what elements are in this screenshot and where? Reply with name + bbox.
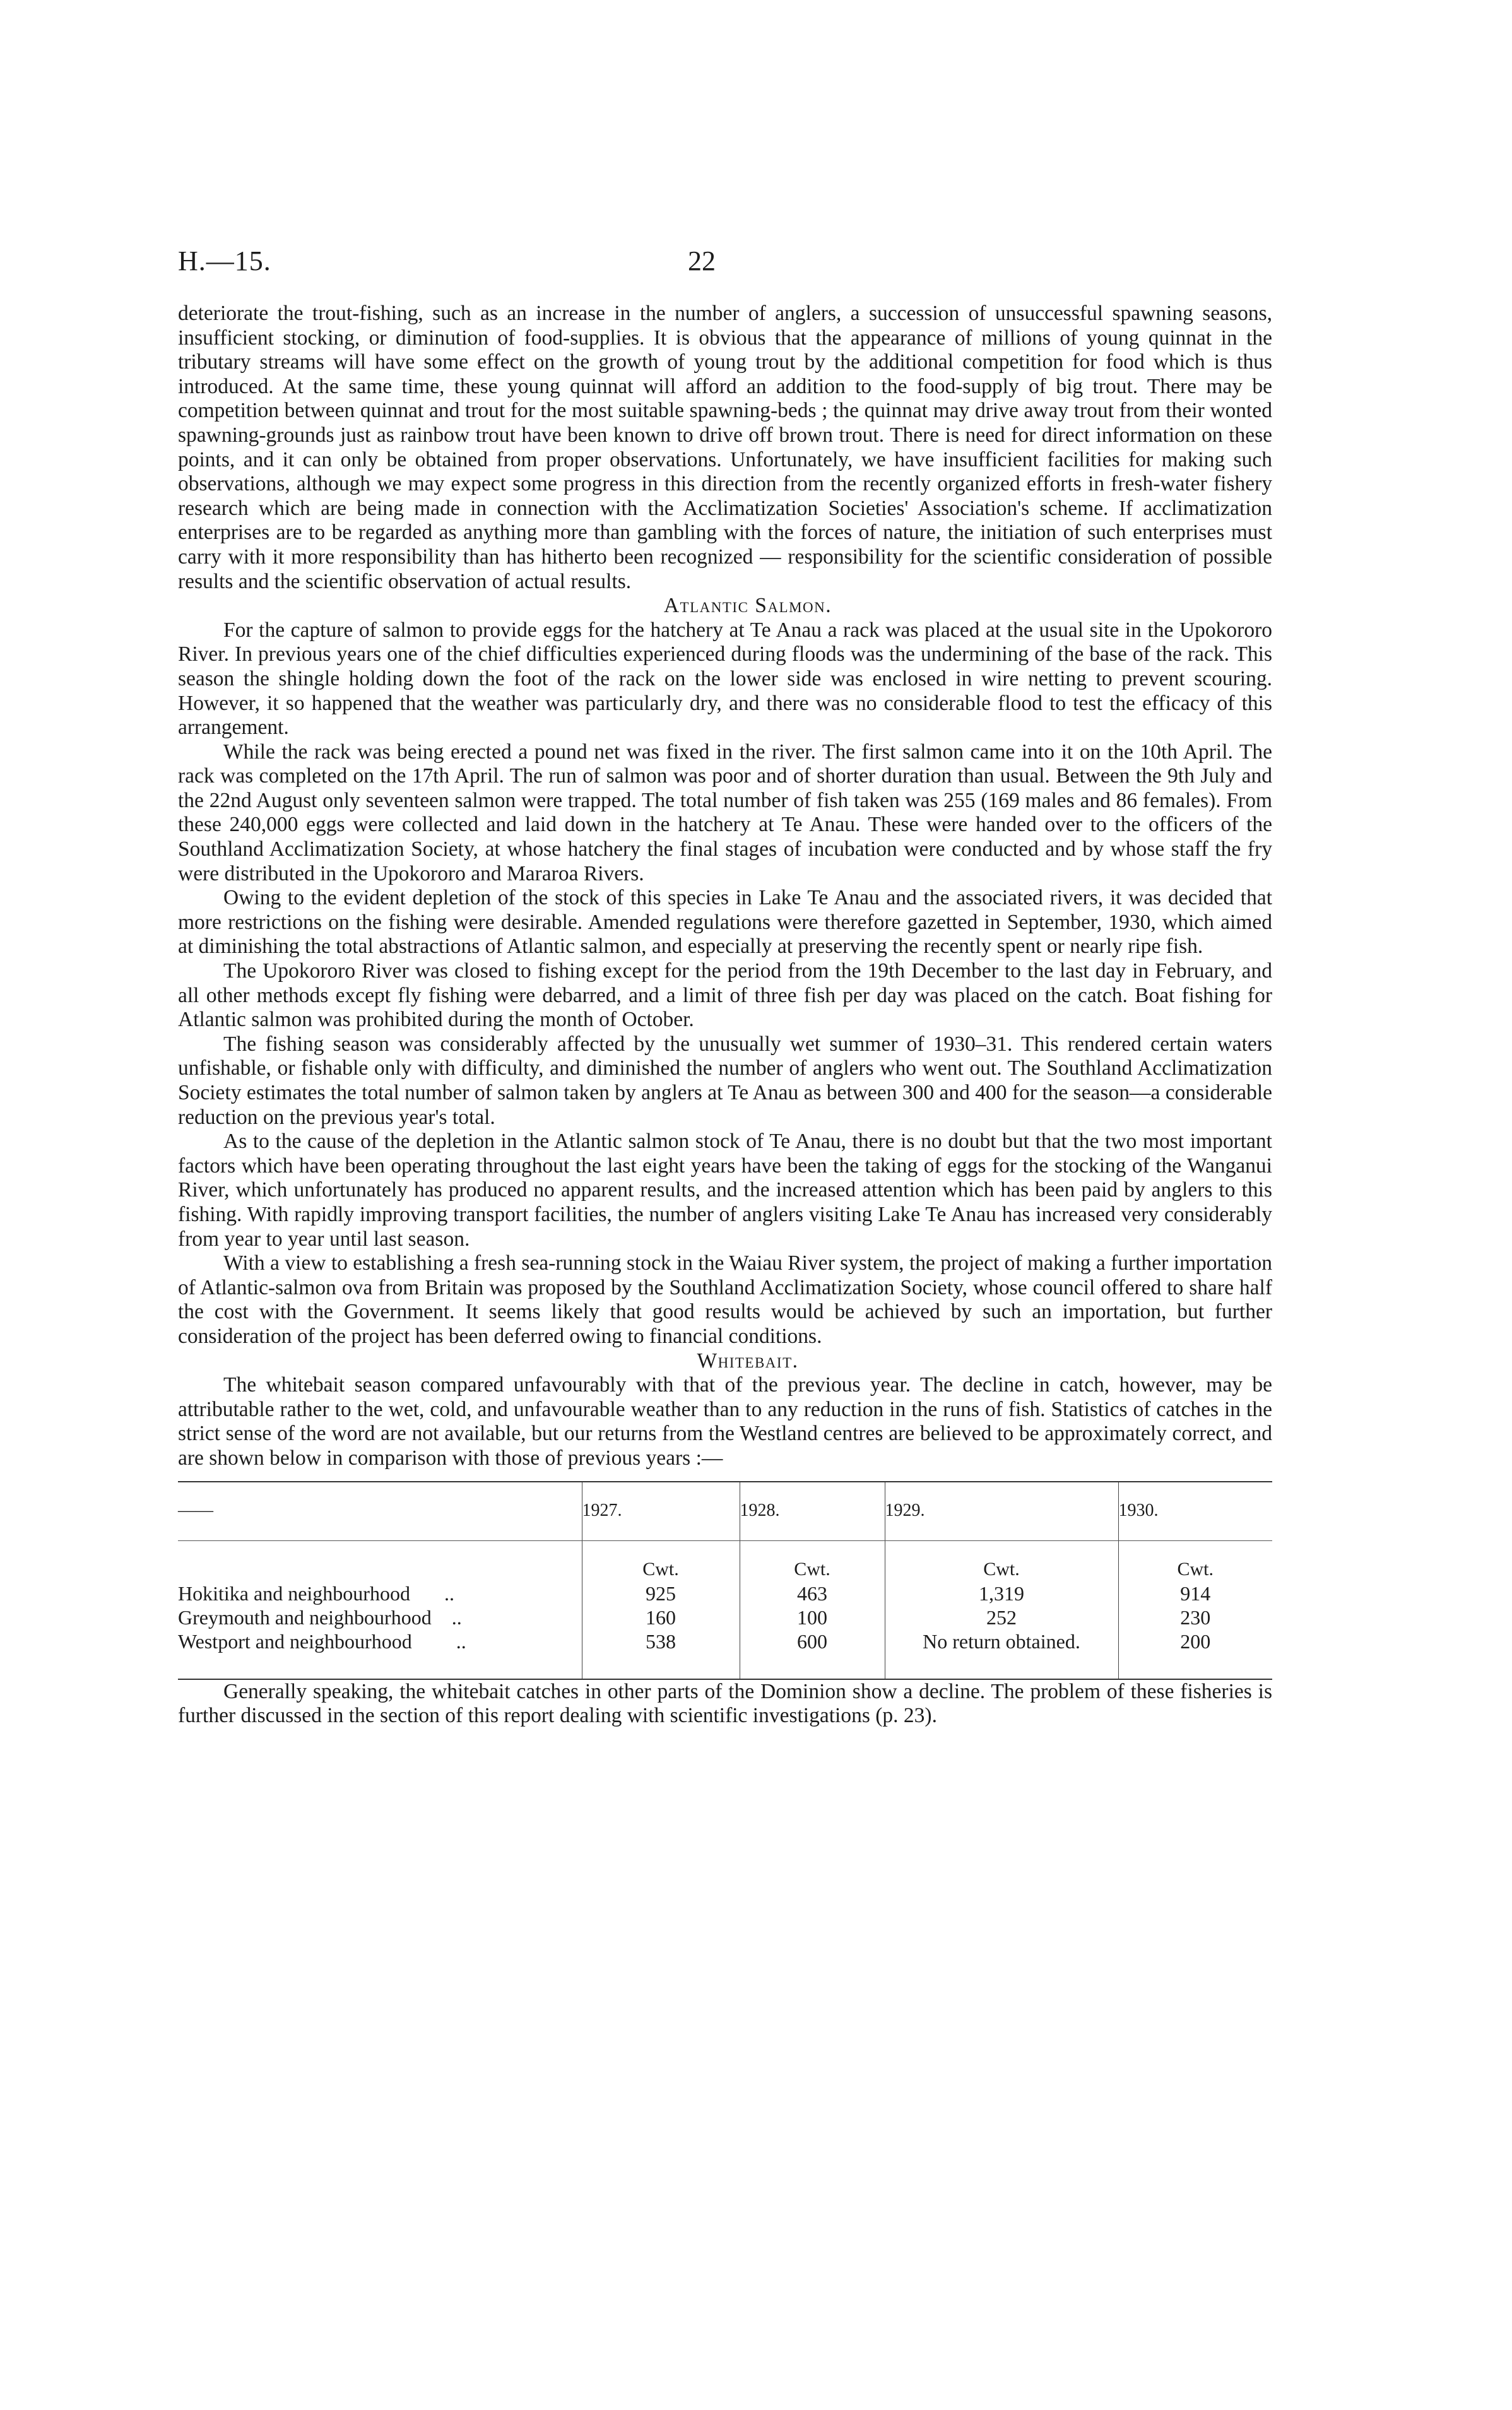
unit-cell: Cwt. [1118, 1557, 1272, 1581]
page-header [178, 245, 1268, 283]
page-number: 22 [688, 245, 716, 276]
salmon-paragraph-5: The fishing season was considerably affected by the unusually wet summer of 1930–31. This rendered certain waters unfishable, or fishable only with difficulty, and diminished the number of anglers who went out. The Southland Acclimatization Society estimates the total number of salmon taken by anglers at Te Anau as between 300 and 400 for the season—a considerable reduction on the previous year's total. [178, 1032, 1272, 1129]
unit-cell: Cwt. [740, 1557, 885, 1581]
salmon-paragraph-2: While the rack was being erected a pound net was fixed in the river. The first salmon came into it on the 10th April. The rack was completed on the 17th April. The run of salmon was poor and of shorter duration than usual. Between the 9th July and the 22nd August only seventeen salmon were trapped. The total number of fish taken was 255 (169 males and 86 females). From these 240,000 eggs were collected and laid down in the hatchery at Te Anau. These were handed over to the officers of the Southland Acclimatization Society, at whose hatchery the final stages of incubation were conducted and by whose staff the fry were distributed in the Upokororo and Mararoa Rivers. [178, 740, 1272, 885]
column-header-1928: 1928. [740, 1482, 885, 1541]
table-row [178, 1629, 1272, 1653]
value-cell: 925 [582, 1581, 740, 1605]
document-reference: H.—15. [178, 245, 271, 276]
table-units-row [178, 1557, 1272, 1581]
district-cell [178, 1629, 582, 1653]
table-row [178, 1581, 1272, 1605]
column-header-1930: 1930. [1118, 1482, 1272, 1541]
district-label: Westport and neighbourhood [178, 1629, 412, 1653]
dot-leader: .. [456, 1629, 466, 1653]
salmon-paragraph-7: With a view to establishing a fresh sea-running stock in the Waiau River system, the project of making a further importation of Atlantic-salmon ova from Britain was proposed by the Southland Acclimatization Society, whose council offered to share half the cost with the Government. It seems likely that good results would be achieved by such an importation, but further consideration of the project has been deferred owing to financial conditions. [178, 1251, 1272, 1348]
dot-leader: .. [444, 1581, 454, 1605]
table-spacer-row [178, 1540, 1272, 1557]
value-cell: 160 [582, 1605, 740, 1629]
salmon-paragraph-4: The Upokororo River was closed to fishing except for the period from the 19th December to the last day in February, and all other methods except fly fishing were debarred, and a limit of three fish per day was placed on the catch. Boat fishing for Atlantic salmon was prohibited during the month of October. [178, 959, 1272, 1032]
value-cell: No return obtained. [885, 1629, 1118, 1653]
district-cell [178, 1581, 582, 1605]
column-header-1929: 1929. [885, 1482, 1118, 1541]
value-cell: 1,319 [885, 1581, 1118, 1605]
intro-paragraph: deteriorate the trout-fishing, such as an increase in the number of anglers, a succession of unsuccessful spawning seasons, insufficient stocking, or diminution of food-supplies. It is obvious that the appearance of millions of young quinnat in the tributary streams will have some effect on the growth of young trout by the additional competition for food which is thus introduced. At the same time, these young quinnat will afford an addition to the food-supply of big trout. There may be competition between quinnat and trout for the most suitable spawning-beds ; the quinnat may drive away trout from their wonted spawning-grounds just as rainbow trout have been known to drive off brown trout. There is need for direct information on these points, and it can only be obtained from proper observations. Unfortunately, we have insufficient facilities for making such observations, although we may expect some progress in this direction from the recently organized efforts in fresh-water fishery research which are being made in connection with the Acclimatization Societies' Association's scheme. If acclimatization enterprises are to be regarded as anything more than gambling with the forces of nature, the initiation of such enterprises must carry with it more responsibility than has hitherto been recognized — responsibility for the scientific consideration of possible results and the scientific observation of actual results. [178, 302, 1272, 593]
salmon-paragraph-6: As to the cause of the depletion in the Atlantic salmon stock of Te Anau, there is no doubt but that the two most important factors which have been operating throughout the last eight years have been the taking of eggs for the stocking of the Wanganui River, which unfortunately has produced no apparent results, and the increased attention which has been paid by anglers to this fishing. With rapidly improving transport facilities, the number of anglers visiting Lake Te Anau has increased very considerably from year to year until last season. [178, 1130, 1272, 1251]
table-closing-row [178, 1653, 1272, 1679]
value-cell: 100 [740, 1605, 885, 1629]
salmon-paragraph-1: For the capture of salmon to provide eggs for the hatchery at Te Anau a rack was placed at the usual site in the Upokororo River. In previous years one of the chief difficulties experienced during floods was the undermining of the base of the rack. This season the shingle holding down the foot of the rack on the lower side was enclosed in wire netting to prevent scouring. However, it so happened that the weather was particularly dry, and there was no considerable flood to test the efficacy of this arrangement. [178, 618, 1272, 740]
table-corner-cell: —— [178, 1482, 582, 1541]
value-cell: 538 [582, 1629, 740, 1653]
section-title-whitebait: Whitebait. [697, 1349, 799, 1373]
page-body [178, 302, 1272, 1728]
dot-leader: .. [451, 1605, 462, 1629]
unit-cell: Cwt. [582, 1557, 740, 1581]
value-cell: 463 [740, 1581, 885, 1605]
value-cell: 230 [1118, 1605, 1272, 1629]
value-cell: 914 [1118, 1581, 1272, 1605]
district-cell [178, 1605, 582, 1629]
table-header-row [178, 1482, 1272, 1541]
table-row [178, 1605, 1272, 1629]
value-cell: 600 [740, 1629, 885, 1653]
district-label: Greymouth and neighbourhood [178, 1605, 432, 1629]
closing-paragraph: Generally speaking, the whitebait catches in other parts of the Dominion show a decline. The problem of these fisheries is further discussed in the section of this report dealing with scientific investigations (p. 23). [178, 1679, 1272, 1728]
whitebait-catch-table [178, 1481, 1272, 1680]
district-label: Hokitika and neighbourhood [178, 1581, 410, 1605]
column-header-1927: 1927. [582, 1482, 740, 1541]
salmon-paragraph-3: Owing to the evident depletion of the stock of this species in Lake Te Anau and the associated rivers, it was decided that more restrictions on the fishing were desirable. Amended regulations were therefore gazetted in September, 1930, which aimed at diminishing the total abstractions of Atlantic salmon, and especially at preserving the recently spent or nearly ripe fish. [178, 886, 1272, 959]
whitebait-paragraph-1: The whitebait season compared unfavourably with that of the previous year. The decline in catch, however, may be attributable rather to the wet, cold, and unfavourable weather than to any reduction in the runs of fish. Statistics of catches in the strict sense of the word are not available, but our returns from the Westland centres are believed to be approximately correct, and are shown below in comparison with those of previous years :— [178, 1373, 1272, 1470]
value-cell: 200 [1118, 1629, 1272, 1653]
value-cell: 252 [885, 1605, 1118, 1629]
unit-cell: Cwt. [885, 1557, 1118, 1581]
section-title-atlantic-salmon: Atlantic Salmon. [663, 594, 832, 618]
